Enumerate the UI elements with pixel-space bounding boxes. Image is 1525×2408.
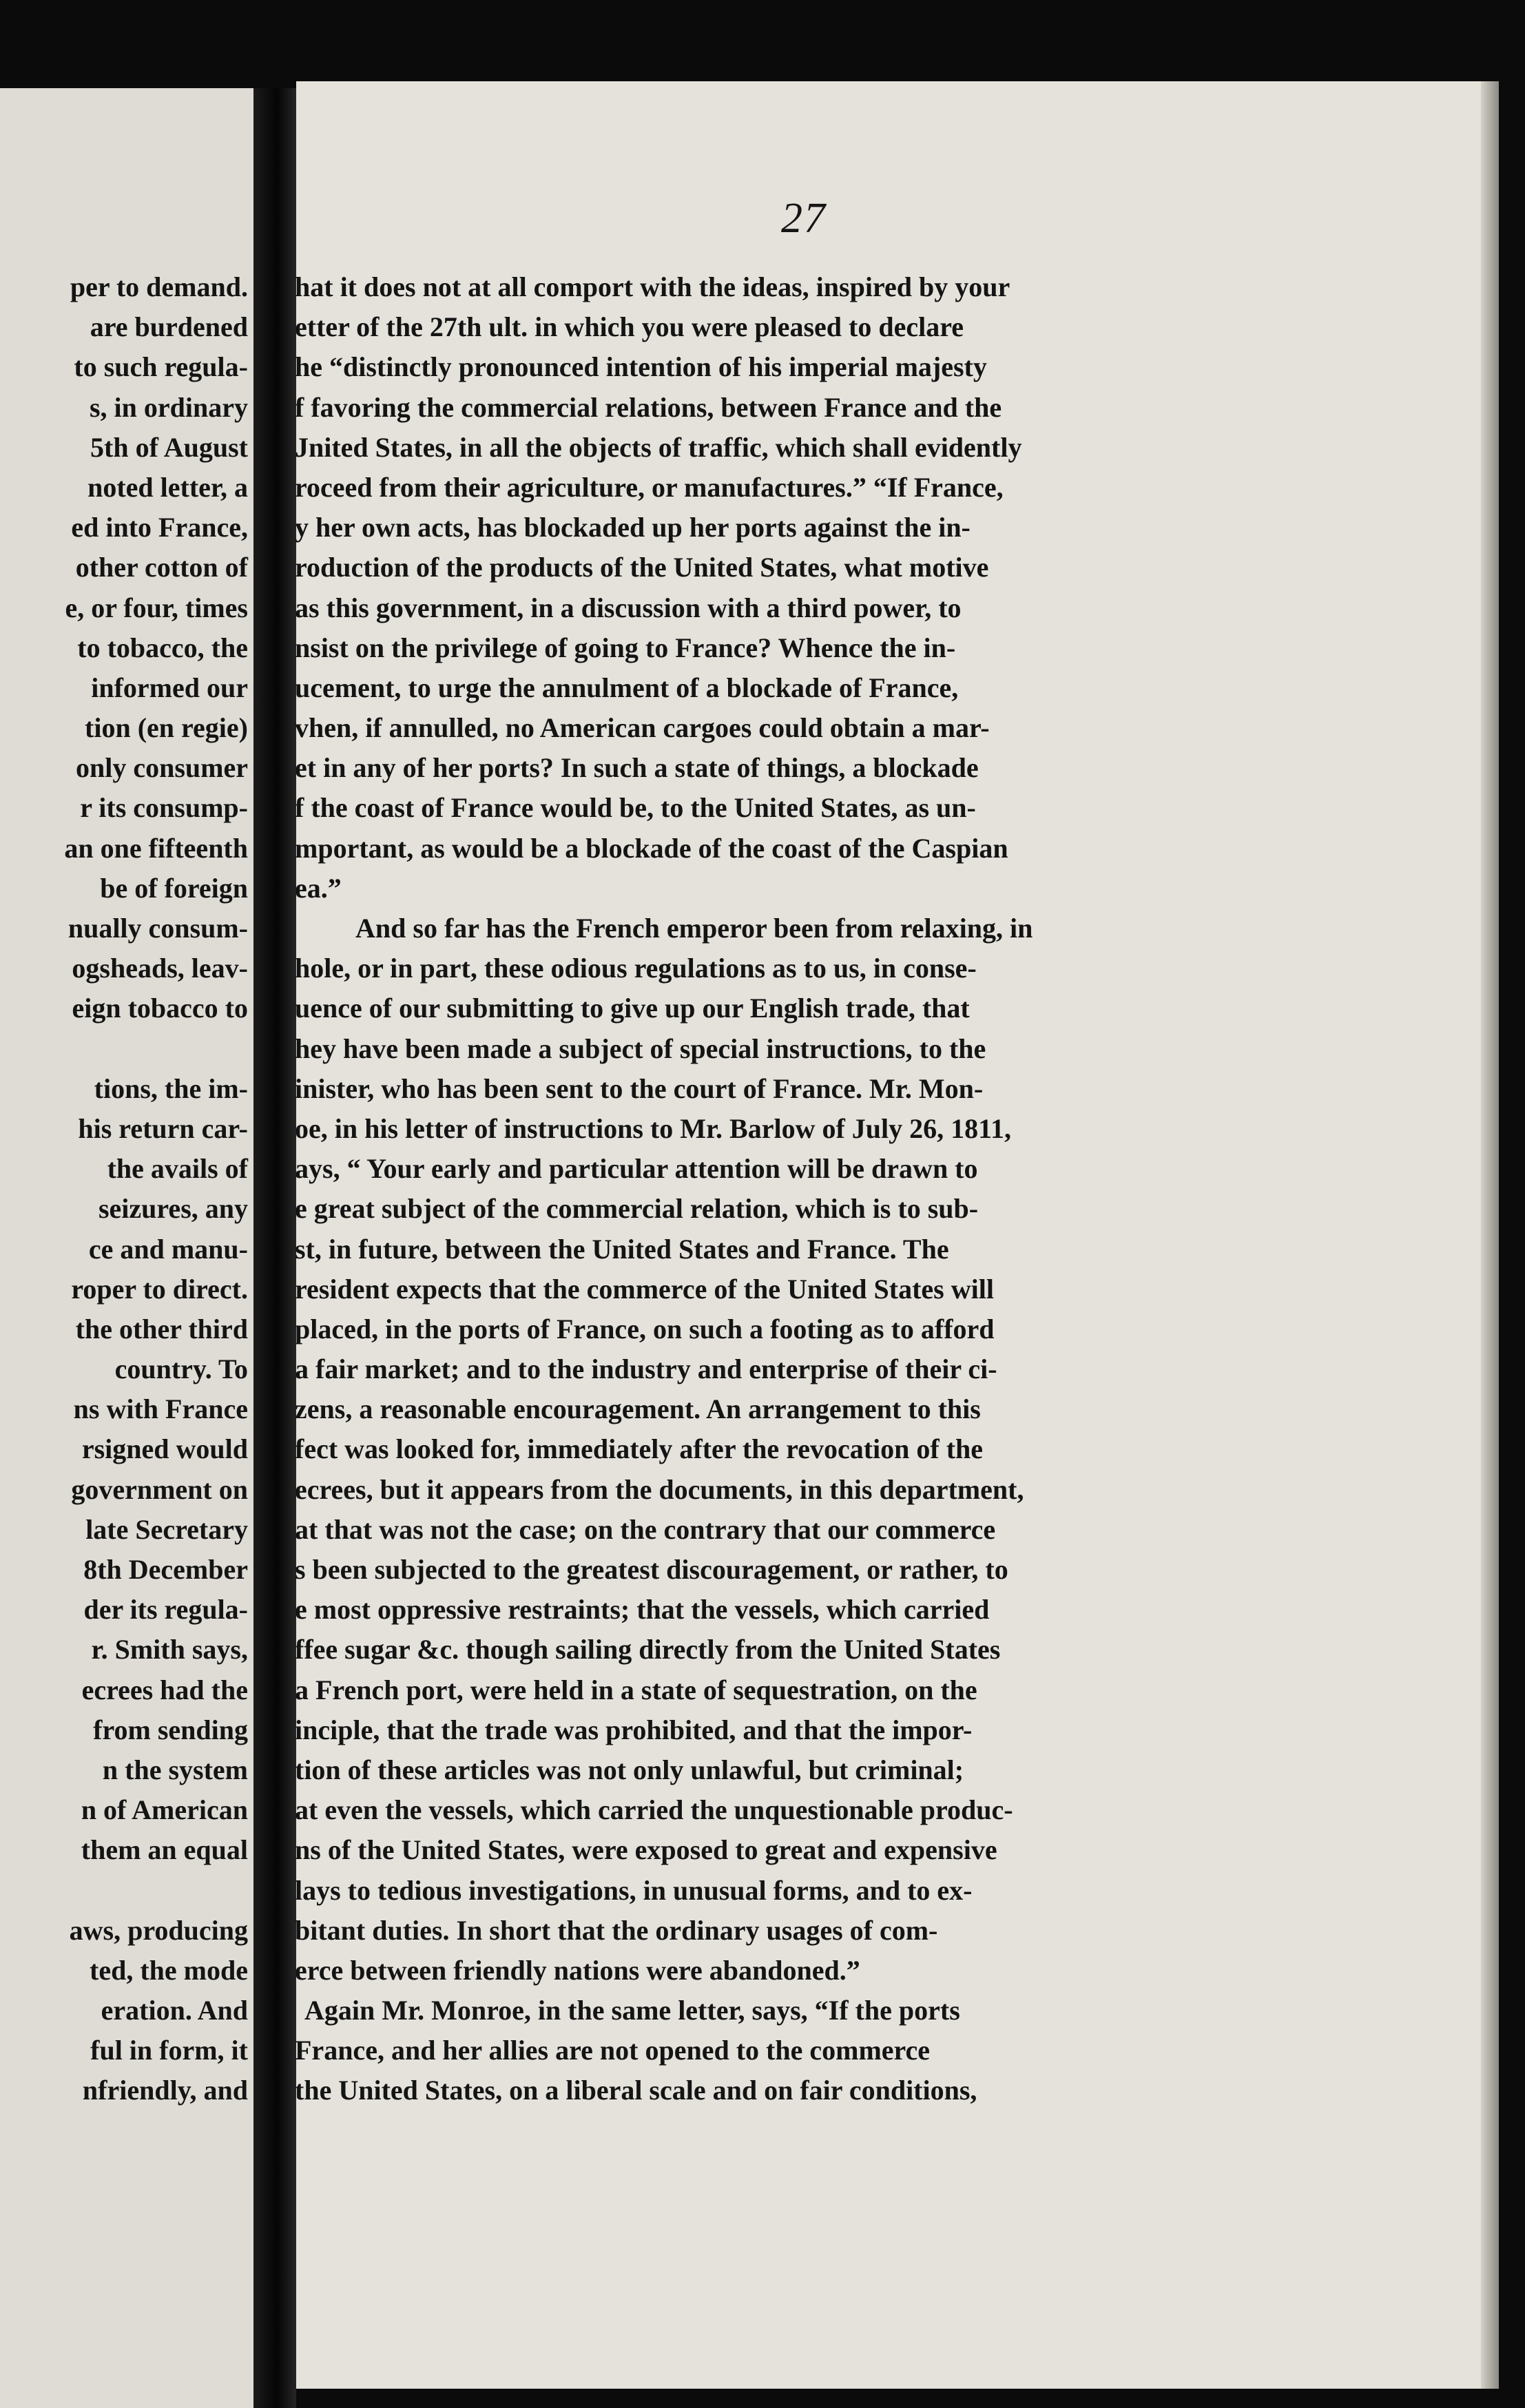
text-line — [0, 1029, 248, 1069]
text-line: roduction of the products of the United States, what motive — [295, 552, 989, 583]
text-line: tion of these articles was not only unlawful, but criminal; — [295, 1754, 964, 1785]
text-line: his return car- — [78, 1112, 248, 1144]
text-line: the United States, on a liberal scale and on fair conditions, — [295, 2075, 977, 2106]
text-line: e, or four, times — [65, 592, 248, 623]
text-line: ful in form, it — [90, 2035, 248, 2066]
text-line: tions, the im- — [94, 1072, 248, 1104]
text-line: resident expects that the commerce of the United States will — [295, 1273, 994, 1305]
text-line: placed, in the ports of France, on such a footing as to afford — [295, 1313, 995, 1345]
text-line: e most oppressive restraints; that the vessels, which carried — [295, 1594, 990, 1626]
text-line: to such regula- — [74, 351, 248, 383]
text-line: to tobacco, the — [77, 632, 248, 663]
text-line: ea.” — [295, 872, 342, 904]
text-line: f favoring the commercial relations, between France and the — [295, 391, 1002, 423]
text-line: nsist on the privilege of going to France? Whence the in- — [295, 632, 956, 663]
text-line: s, in ordinary — [89, 391, 248, 423]
text-line: a fair market; and to the industry and enterprise of their ci- — [295, 1353, 997, 1385]
text-line: France, and her allies are not opened to the commerce — [295, 2035, 931, 2066]
text-line: n the system — [102, 1754, 248, 1785]
text-line: nfriendly, and — [82, 2075, 248, 2106]
left-page-text — [0, 267, 248, 2111]
text-line: he “distinctly pronounced intention of his imperial majesty — [295, 351, 987, 383]
text-line: government on — [71, 1473, 248, 1505]
text-line: be of foreign — [100, 872, 248, 904]
text-line: tion (en regie) — [85, 712, 248, 744]
text-line: from sending — [93, 1714, 248, 1745]
text-line: der its regula- — [83, 1594, 248, 1626]
text-line — [0, 1871, 248, 1911]
text-line: other cotton of — [75, 552, 248, 583]
text-line: y her own acts, has blockaded up her ports against the in- — [295, 512, 971, 543]
text-line: nually consum- — [68, 913, 248, 944]
text-line: per to demand. — [70, 271, 248, 302]
text-line: roceed from their agriculture, or manufactures.” “If France, — [295, 471, 1004, 503]
text-line: only consumer — [76, 752, 248, 784]
text-line: eration. And — [101, 1995, 248, 2026]
text-line: hat it does not at all comport with the ideas, inspired by your — [295, 271, 1010, 302]
text-line: 8th December — [83, 1554, 248, 1585]
text-line: bitant duties. In short that the ordinary usages of com- — [295, 1914, 938, 1946]
text-line: inister, who has been sent to the court of France. Mr. Mon- — [295, 1072, 984, 1104]
text-line: seizures, any — [98, 1193, 248, 1225]
text-line: informed our — [91, 672, 248, 703]
text-line: aws, producing — [69, 1914, 248, 1946]
text-line: ecrees had the — [81, 1674, 248, 1705]
text-line: are burdened — [90, 311, 248, 343]
text-line: ns with France — [73, 1393, 248, 1425]
text-line: st, in future, between the United States and France. The — [295, 1233, 949, 1265]
text-line: inciple, that the trade was prohibited, and that the impor- — [295, 1714, 973, 1745]
text-line: a French port, were held in a state of sequestration, on the — [295, 1674, 977, 1705]
text-line: etter of the 27th ult. in which you were pleased to declare — [295, 311, 964, 343]
book-gutter — [253, 88, 296, 2408]
text-line: Jnited States, in all the objects of traffic, which shall evidently — [295, 431, 1022, 463]
text-line: ucement, to urge the annulment of a blockade of France, — [295, 672, 959, 703]
right-page-text — [295, 267, 1307, 2111]
text-line: at even the vessels, which carried the unquestionable produc- — [295, 1794, 1013, 1826]
text-line: them an equal — [81, 1834, 248, 1866]
text-line: r. Smith says, — [91, 1634, 248, 1665]
page-number: 27 — [781, 195, 827, 242]
text-line: vhen, if annulled, no American cargoes could obtain a mar- — [295, 712, 990, 744]
text-line: ecrees, but it appears from the documents, in this department, — [295, 1473, 1024, 1505]
text-line: lays to tedious investigations, in unusual forms, and to ex- — [295, 1874, 973, 1906]
text-line: ce and manu- — [88, 1233, 248, 1265]
text-line: late Secretary — [85, 1513, 248, 1545]
text-line: e great subject of the commercial relation, which is to sub- — [295, 1193, 979, 1225]
text-line: ays, “ Your early and particular attention will be drawn to — [295, 1153, 978, 1185]
text-line: as this government, in a discussion with a third power, to — [295, 592, 962, 623]
text-line: ogsheads, leav- — [72, 953, 248, 984]
text-line: the other third — [75, 1313, 248, 1345]
page-edge — [1481, 81, 1499, 2389]
text-line: hey have been made a subject of special instructions, to the — [295, 1032, 986, 1064]
text-line: eign tobacco to — [72, 993, 248, 1024]
text-line: noted letter, a — [87, 471, 248, 503]
text-line: r its consump- — [80, 792, 248, 824]
text-line: zens, a reasonable encouragement. An arrangement to this — [295, 1393, 981, 1425]
text-line: n of American — [81, 1794, 248, 1826]
text-line: ns of the United States, were exposed to great and expensive — [295, 1834, 997, 1866]
text-line: 5th of August — [90, 431, 248, 463]
text-line: country. To — [114, 1353, 248, 1385]
text-line: oe, in his letter of instructions to Mr. Barlow of July 26, 1811, — [295, 1112, 1011, 1144]
text-line: mportant, as would be a blockade of the coast of the Caspian — [295, 832, 1008, 864]
text-line: ted, the mode — [90, 1954, 248, 1986]
text-line: erce between friendly nations were abandoned.” — [295, 1954, 860, 1986]
text-line: uence of our submitting to give up our English trade, that — [295, 993, 970, 1024]
text-line: fect was looked for, immediately after the revocation of the — [295, 1433, 984, 1465]
text-line: an one fifteenth — [64, 832, 248, 864]
text-line: Again Mr. Monroe, in the same letter, says, “If the ports — [304, 1995, 960, 2026]
text-line: f the coast of France would be, to the United States, as un- — [295, 792, 976, 824]
text-line: ffee sugar &c. though sailing directly from the United States — [295, 1634, 1001, 1665]
text-line: hole, or in part, these odious regulations as to us, in conse- — [295, 953, 977, 984]
text-line: roper to direct. — [71, 1273, 248, 1305]
text-line: the avails of — [107, 1153, 248, 1185]
text-line: et in any of her ports? In such a state of things, a blockade — [295, 752, 979, 784]
text-line: s been subjected to the greatest discouragement, or rather, to — [295, 1554, 1008, 1585]
text-line: rsigned would — [81, 1433, 248, 1465]
text-line: at that was not the case; on the contrary that our commerce — [295, 1513, 996, 1545]
text-line: And so far has the French emperor been from relaxing, in — [355, 913, 1033, 944]
text-line: ed into France, — [71, 512, 248, 543]
